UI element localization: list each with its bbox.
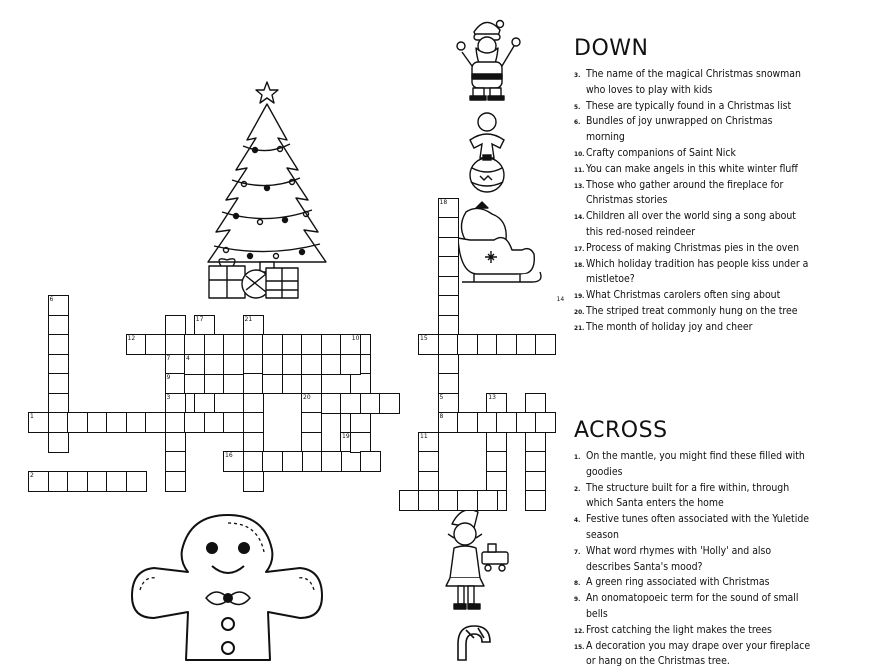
grid-number: 3 <box>166 393 171 401</box>
grid-cell[interactable] <box>126 334 147 355</box>
grid-cell[interactable] <box>496 412 517 433</box>
grid-cell[interactable] <box>360 393 381 414</box>
grid-cell[interactable] <box>438 412 459 433</box>
clue-text: The structure built for a fire within, through which Santa enters the home <box>586 481 790 510</box>
grid-cell[interactable] <box>48 432 69 453</box>
grid-cell[interactable] <box>184 354 205 375</box>
grid-cell[interactable] <box>48 295 69 316</box>
grid-number: 20 <box>303 393 311 401</box>
clue-number: 4. <box>574 516 581 525</box>
grid-cell[interactable] <box>165 393 186 414</box>
grid-cell[interactable] <box>477 490 498 511</box>
grid-cell[interactable] <box>350 373 371 394</box>
grid-cell[interactable] <box>126 412 147 433</box>
grid-cell[interactable] <box>48 354 69 375</box>
grid-cell[interactable] <box>496 334 517 355</box>
clue-text: Frost catching the light makes the trees <box>586 623 772 636</box>
across-clue <box>574 639 874 670</box>
grid-cell[interactable] <box>535 412 556 433</box>
down-clue <box>574 320 874 336</box>
grid-cell[interactable] <box>535 334 556 355</box>
clue-text: Children all over the world sing a song about this red-nosed reindeer <box>586 210 796 238</box>
clue-text: An onomatopoeic term for the sound of small bells <box>586 592 799 620</box>
grid-cell[interactable] <box>438 295 459 316</box>
clue-number: 1. <box>574 453 581 461</box>
grid-cell[interactable] <box>87 471 108 492</box>
grid-number: 16 <box>225 452 233 459</box>
clue-number: 20. <box>574 307 585 316</box>
clue-number: 9. <box>574 595 581 604</box>
grid-number: 1 <box>30 413 34 420</box>
clue-number: 21. <box>574 323 585 332</box>
grid-cell[interactable] <box>438 315 459 336</box>
clue-number: 14. <box>574 213 585 222</box>
grid-cell[interactable] <box>262 451 283 472</box>
grid-number: 17 <box>195 315 204 323</box>
grid-cell[interactable] <box>165 373 186 394</box>
grid-cell[interactable] <box>48 315 69 336</box>
grid-cell[interactable] <box>67 471 88 492</box>
grid-cell[interactable] <box>223 451 244 472</box>
grid-cell[interactable] <box>418 490 439 511</box>
grid-cell[interactable] <box>48 373 69 394</box>
clue-text: Bundles of joy unwrapped on Christmas morning <box>586 115 773 144</box>
grid-number: 14 <box>556 296 565 303</box>
grid-cell[interactable] <box>106 412 127 433</box>
clue-number: 15. <box>574 642 585 651</box>
grid-cell[interactable] <box>360 451 381 472</box>
grid-cell[interactable] <box>48 412 69 433</box>
clue-text: What word rhymes with 'Holly' and also describes Santa's mood? <box>586 544 772 573</box>
clue-text: Those who gather around the fireplace for Christmas stories <box>586 178 784 207</box>
grid-cell[interactable] <box>525 393 546 414</box>
grid-cell[interactable] <box>438 256 459 277</box>
grid-cell[interactable] <box>184 373 205 394</box>
down-heading: DOWN <box>574 36 649 61</box>
grid-number: 18 <box>439 198 448 206</box>
across-clue <box>574 623 874 639</box>
grid-cell[interactable] <box>418 451 439 472</box>
clue-text: Festive tunes often associated with the Yuletide season <box>586 513 810 541</box>
clue-text: Crafty companions of Saint Nick <box>586 146 736 159</box>
grid-cell[interactable] <box>438 217 459 238</box>
clue-text: You can make angels in this white winter fluff <box>586 162 798 175</box>
grid-cell[interactable] <box>301 354 322 375</box>
across-clue-list <box>574 449 874 670</box>
grid-cell[interactable] <box>321 354 342 375</box>
clue-text: A green ring associated with Christmas <box>586 576 770 589</box>
grid-cell[interactable] <box>438 198 459 219</box>
grid-cell[interactable] <box>223 334 244 355</box>
grid-cell[interactable] <box>243 334 264 355</box>
grid-cell[interactable] <box>204 373 225 394</box>
across-heading: ACROSS <box>574 418 668 443</box>
grid-cell[interactable] <box>48 334 69 355</box>
grid-cell[interactable] <box>516 334 537 355</box>
clue-text: What Christmas carolers often sing about <box>586 289 781 302</box>
grid-number: 19 <box>342 432 350 440</box>
grid-number: 21 <box>244 315 253 323</box>
grid-cell[interactable] <box>87 412 108 433</box>
clue-number: 18. <box>574 260 585 269</box>
grid-cell[interactable] <box>340 354 361 375</box>
down-clue-list <box>574 67 874 336</box>
grid-cell[interactable] <box>477 334 498 355</box>
grid-cell[interactable] <box>486 432 507 453</box>
grid-cell[interactable] <box>418 471 439 492</box>
grid-cell[interactable] <box>165 451 186 472</box>
clue-number: 6. <box>574 118 581 127</box>
grid-cell[interactable] <box>165 412 186 433</box>
grid-cell[interactable] <box>282 373 303 394</box>
down-clue <box>574 209 874 241</box>
clue-number: 12. <box>574 626 585 635</box>
grid-cell[interactable] <box>48 393 69 414</box>
grid-cell[interactable] <box>340 393 361 414</box>
grid-cell[interactable] <box>106 471 127 492</box>
clue-number: 5. <box>574 102 581 111</box>
grid-cell[interactable] <box>243 373 264 394</box>
clue-text: These are typically found in a Christmas list <box>586 99 792 112</box>
grid-cell[interactable] <box>282 334 303 355</box>
grid-cell[interactable] <box>457 412 478 433</box>
grid-cell[interactable] <box>418 334 439 355</box>
grid-cell[interactable] <box>204 334 225 355</box>
grid-cell[interactable] <box>243 451 264 472</box>
grid-number: 2 <box>30 471 34 479</box>
grid-cell[interactable] <box>145 412 166 433</box>
grid-number: 12 <box>127 335 136 342</box>
grid-cell[interactable] <box>525 451 546 472</box>
grid-cell[interactable] <box>525 432 546 453</box>
grid-cell[interactable] <box>223 373 244 394</box>
grid-cell[interactable] <box>223 412 244 433</box>
grid-cell[interactable] <box>350 432 371 453</box>
down-clue <box>574 178 874 210</box>
grid-cell[interactable] <box>165 471 186 492</box>
grid-cell[interactable] <box>262 334 283 355</box>
grid-cell[interactable] <box>204 412 225 433</box>
grid-cell[interactable] <box>204 354 225 375</box>
down-clue <box>574 304 874 320</box>
grid-cell[interactable] <box>165 315 186 336</box>
down-clue <box>574 241 874 257</box>
grid-cell[interactable] <box>243 412 264 433</box>
across-clue <box>574 449 874 481</box>
grid-number: 4 <box>186 354 190 362</box>
grid-cell[interactable] <box>525 471 546 492</box>
grid-cell[interactable] <box>282 451 303 472</box>
grid-cell[interactable] <box>262 354 283 375</box>
grid-cell[interactable] <box>243 315 264 336</box>
clue-number: 19. <box>574 292 585 301</box>
clue-number: 7. <box>574 547 581 556</box>
grid-cell[interactable] <box>223 354 244 375</box>
grid-cell[interactable] <box>438 490 459 511</box>
grid-cell[interactable] <box>438 276 459 297</box>
grid-cell[interactable] <box>379 393 400 414</box>
grid-cell[interactable] <box>282 354 303 375</box>
down-clue <box>574 114 874 146</box>
grid-cell[interactable] <box>438 237 459 258</box>
down-clue <box>574 257 874 289</box>
grid-cell[interactable] <box>165 334 186 355</box>
grid-cell[interactable] <box>321 393 342 414</box>
grid-cell[interactable] <box>165 432 186 453</box>
clue-number: 10. <box>574 149 585 158</box>
grid-cell[interactable] <box>350 412 371 433</box>
grid-cell[interactable] <box>438 334 459 355</box>
grid-cell[interactable] <box>67 412 88 433</box>
grid-cell[interactable] <box>301 432 322 453</box>
grid-number: 5 <box>439 393 444 401</box>
grid-cell[interactable] <box>243 471 264 492</box>
across-clue <box>574 575 874 591</box>
grid-cell[interactable] <box>321 334 342 355</box>
grid-cell[interactable] <box>243 432 264 453</box>
clue-number: 3. <box>574 71 581 79</box>
grid-cell[interactable] <box>486 393 507 414</box>
down-clue <box>574 288 874 304</box>
grid-cell[interactable] <box>486 451 507 472</box>
across-clue <box>574 544 874 576</box>
across-clue <box>574 512 874 544</box>
grid-cell[interactable] <box>194 315 215 336</box>
clue-number: 2. <box>574 484 581 493</box>
grid-cell[interactable] <box>301 412 322 433</box>
grid-cell[interactable] <box>28 471 49 492</box>
grid-cell[interactable] <box>457 490 478 511</box>
grid-number: 7 <box>166 354 171 362</box>
down-clue <box>574 146 874 162</box>
grid-cell[interactable] <box>321 451 342 472</box>
grid-cell[interactable] <box>301 451 322 472</box>
grid-cell[interactable] <box>301 393 322 414</box>
grid-number: 13 <box>488 393 496 401</box>
grid-cell[interactable] <box>340 334 361 355</box>
grid-cell[interactable] <box>438 393 459 414</box>
grid-cell[interactable] <box>418 432 439 453</box>
clue-number: 8. <box>574 579 581 588</box>
across-clue <box>574 591 874 623</box>
grid-cell[interactable] <box>301 334 322 355</box>
clue-text: A decoration you may drape over your fireplace or hang on the Christmas tree. <box>586 639 811 668</box>
clue-text: The striped treat commonly hung on the tree <box>586 304 798 317</box>
across-clue <box>574 481 874 513</box>
clue-text: The month of holiday joy and cheer <box>586 320 753 333</box>
clue-text: Process of making Christmas pies in the oven <box>586 241 799 254</box>
grid-cell[interactable] <box>516 412 537 433</box>
grid-cell[interactable] <box>340 451 361 472</box>
grid-number: 8 <box>439 413 444 420</box>
down-clue <box>574 99 874 115</box>
grid-cell[interactable] <box>194 393 215 414</box>
grid-number: 9 <box>166 374 171 381</box>
grid-cell[interactable] <box>399 490 420 511</box>
down-clue <box>574 67 874 99</box>
grid-cell[interactable] <box>477 412 498 433</box>
grid-cell[interactable] <box>438 373 459 394</box>
grid-number: 11 <box>420 432 428 440</box>
grid-number: 15 <box>420 335 428 342</box>
grid-cell[interactable] <box>145 334 166 355</box>
grid-cell[interactable] <box>48 471 69 492</box>
grid-cell[interactable] <box>126 471 147 492</box>
clue-number: 13. <box>574 181 585 190</box>
clue-number: 17. <box>574 244 585 253</box>
grid-cell[interactable] <box>243 354 264 375</box>
clue-number: 11. <box>574 165 585 174</box>
grid-cell[interactable] <box>486 471 507 492</box>
grid-cell[interactable] <box>457 334 478 355</box>
grid-cell[interactable] <box>301 373 322 394</box>
grid-cell[interactable] <box>525 490 546 511</box>
grid-cell[interactable] <box>184 334 205 355</box>
grid-cell[interactable] <box>262 373 283 394</box>
grid-cell[interactable] <box>438 354 459 375</box>
clue-text: Which holiday tradition has people kiss under a mistletoe? <box>586 257 809 286</box>
grid-cell[interactable] <box>165 354 186 375</box>
grid-number: 10 <box>351 335 360 342</box>
grid-cell[interactable] <box>28 412 49 433</box>
clue-text: The name of the magical Christmas snowman who loves to play with kids <box>586 68 801 96</box>
grid-cell[interactable] <box>243 393 264 414</box>
grid-number: 6 <box>49 296 54 303</box>
down-clue <box>574 162 874 178</box>
grid-cell[interactable] <box>184 412 205 433</box>
clue-text: On the mantle, you might find these filled with goodies <box>586 450 805 478</box>
